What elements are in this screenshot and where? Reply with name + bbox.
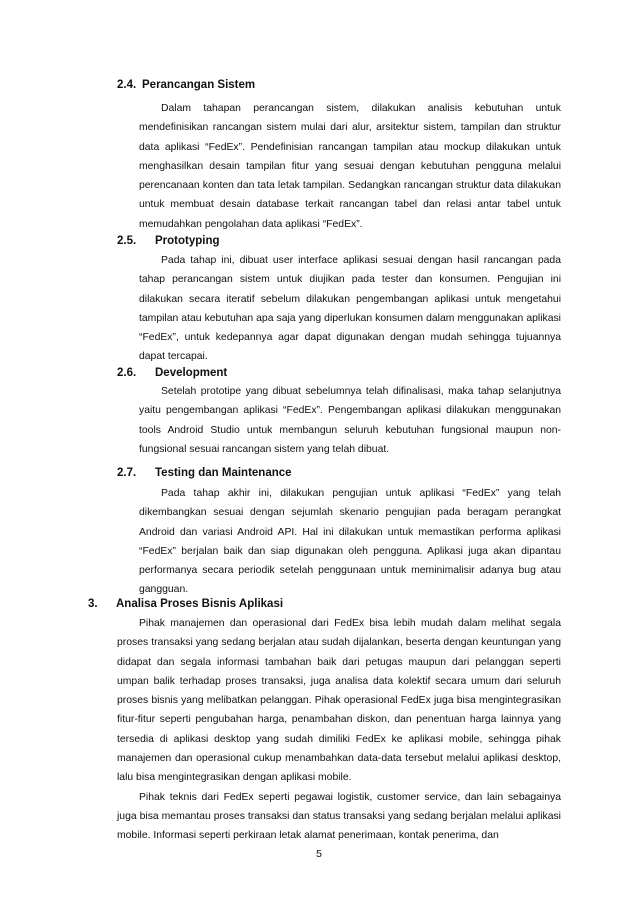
subsection-title: Testing dan Maintenance [155,467,292,479]
paragraph-text: Pihak teknis dari FedEx seperti pegawai logistik, customer service, dan lain sebagainya juga bisa memantau proses transaksi dan status transaksi yang sedang berjalan melalui aplikasi mobile. Informasi seperti perkiraan letak alamat penerimaan, kontak penerima, dan [117,791,561,842]
paragraph-text: Setelah prototipe yang dibuat sebelumnya telah difinalisasi, maka tahap selanjutnya yaitu pengembangan aplikasi “FedEx”. Pengembangan aplikasi dilakukan menggunakan tools Android Studio untuk membangun seluruh kebutuhan fungsional maupun non-fungsional sesuai rancangan sistem yang telah dibuat. [139,386,561,455]
subsection-paragraph [139,382,561,459]
subsection-number: 2.6. [117,367,137,379]
paragraph-text: Pihak manajemen dan operasional dari FedEx bisa lebih mudah dalam melihat segala proses transaksi yang sedang berjalan atau sudah dijalankan, beserta dengan keuntungan yang didapat dan segala informasi tambahan baik dari petugas maupun dari pelanggan seperti umpan balik terhadap proses transaksi, juga analisa data kolektif secara umum dari seluruh proses bisnis yang melibatkan pelanggan. Pihak operasional FedEx juga bisa mengintegrasikan fitur-fitur seperti pengubahan harga, penambahan diskon, dan penentuan harga lainnya yang tersedia di aplikasi desktop yang sudah dimiliki FedEx ke aplikasi mobile, sehingga pihak manajemen dan operasional cukup menambahkan data-data tersebut melalui aplikasi desktop, lalu bisa mengintegrasikan dengan aplikasi mobile. [117,618,561,784]
section-title: Analisa Proses Bisnis Aplikasi [116,598,284,610]
section-body [117,614,561,846]
subsection-paragraph [139,484,561,600]
subsection-paragraph [139,99,561,234]
subsection-number: 2.7. [117,467,137,479]
page-number: 5 [316,848,322,860]
subsection-title: Prototyping [155,235,220,247]
subsection-paragraph [139,251,561,367]
paragraph-text: Pada tahap ini, dibuat user interface aplikasi sesuai dengan hasil rancangan pada tahap perancangan sistem untuk diujikan pada tester dan konsumen. Pengujian ini dilakukan secara iteratif sebelum dilakukan pengembangan aplikasi untuk mengetahui tampilan atau kebutuhan apa saja yang diperlukan konsumen dalam menggunakan aplikasi “FedEx”, untuk kedepannya agar dapat digunakan dengan mudah sehingga tujuannya dapat tercapai. [139,255,561,363]
paragraph-text: Pada tahap akhir ini, dilakukan pengujian untuk aplikasi “FedEx” yang telah dikembangkan sesuai dengan sejumlah skenario pengujian pada beragam perangkat Android dan variasi Android API. Hal ini dilakukan untuk memastikan performa aplikasi “FedEx” berjalan baik dan siap digunakan oleh pengguna. Aplikasi juga akan dipantau performanya secara periodik setelah penggunaan untuk meminimalisir adanya bug atau gangguan. [139,488,561,596]
subsection-number: 2.5. [117,235,137,247]
subsection-title: Perancangan Sistem [142,79,256,91]
section-number: 3. [88,598,98,610]
paragraph-text: Dalam tahapan perancangan sistem, dilakukan analisis kebutuhan untuk mendefinisikan rancangan sistem mulai dari alur, arsitektur sistem, tampilan dan struktur data aplikasi “FedEx”. Pendefinisian rancangan tampilan atau mockup dilakukan untuk menghasilkan desain tampilan fitur yang sesuai dengan kebutuhan pengguna melalui perencanaan konten dan tata letak tampilan. Sedangkan rancangan struktur data dilakukan untuk membuat desain database terkait rancangan tabel dan relasi antar tabel untuk memudahkan pengolahan data aplikasi “FedEx”. [139,103,561,230]
subsection-number: 2.4. [117,79,137,91]
subsection-title: Development [155,367,228,379]
